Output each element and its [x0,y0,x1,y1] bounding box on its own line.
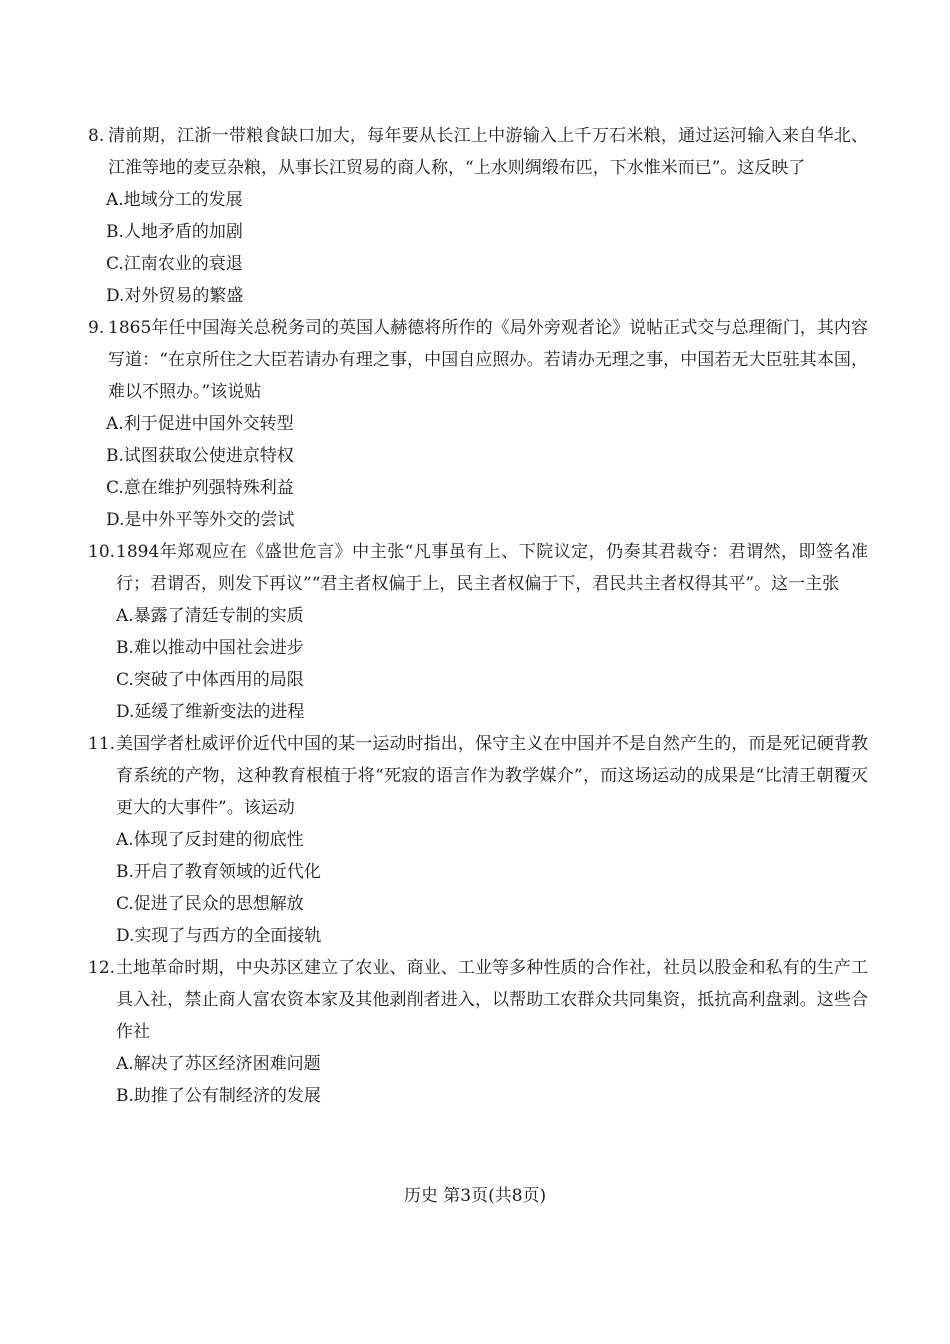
option-d: D.对外贸易的繁盛 [106,286,244,306]
question-text: 美国学者杜威评价近代中国的某一运动时指出，保守主义在中国并不是自然产生的，而是死记硬背教育系统的产物，这种教育根植于将“死寂的语言作为教学媒介”，而这场运动的成果是“比清王朝覆灭更大的大事件”。该运动 [116,734,868,818]
question-stem [88,536,868,600]
question-10 [88,536,868,728]
question-number: 12. [88,958,116,978]
option-b: B.试图获取公使进京特权 [106,446,294,466]
question-text: 土地革命时期，中央苏区建立了农业、商业、工业等多种性质的合作社，社员以股金和私有的生产工具入社，禁止商人富农资本家及其他剥削者进入，以帮助工农群众共同集资，抵抗高利盘剥。这些合作社 [116,958,868,1042]
page-footer: 历史 第3页(共8页) [403,1186,547,1206]
question-number: 10. [88,542,116,562]
question-number: 11. [88,734,116,754]
option-a: A.利于促进中国外交转型 [106,414,294,434]
question-text: 清前期，江浙一带粮食缺口加大，每年要从长江上中游输入上千万石米粮，通过运河输入来自华北、江淮等地的麦豆杂粮，从事长江贸易的商人称，“上水则绸缎布匹，下水惟米而已”。这反映了 [108,126,868,178]
question-9 [88,312,868,536]
question-stem [88,952,868,1048]
option-b: B.助推了公有制经济的发展 [116,1086,321,1106]
option-a: A.解决了苏区经济困难问题 [116,1054,321,1074]
question-number: 8. [88,126,105,146]
option-b: B.开启了教育领域的近代化 [116,862,321,882]
question-number: 9. [88,318,105,338]
option-c: C.意在维护列强特殊利益 [106,478,294,498]
option-c: C.促进了民众的思想解放 [116,894,304,914]
question-12 [88,952,868,1112]
option-b: B.人地矛盾的加剧 [106,222,243,242]
question-8 [88,120,868,312]
option-d: D.延缓了维新变法的进程 [116,702,305,722]
option-a: A.地域分工的发展 [106,190,243,210]
option-b: B.难以推动中国社会进步 [116,638,304,658]
question-stem [88,312,868,408]
option-d: D.是中外平等外交的尝试 [106,510,295,530]
option-c: C.突破了中体西用的局限 [116,670,304,690]
question-stem [88,120,868,184]
question-stem [88,728,868,824]
option-d: D.实现了与西方的全面接轨 [116,926,322,946]
option-c: C.江南农业的衰退 [106,254,243,274]
option-a: A.体现了反封建的彻底性 [116,830,304,850]
question-text: 1894年郑观应在《盛世危言》中主张“凡事虽有上、下院议定，仍奏其君裁夺：君谓然，即签名准行；君谓否，则发下再议”“君主者权偏于上，民主者权偏于下，君民共主者权得其平”。这一主张 [116,542,868,594]
question-text: 1865年任中国海关总税务司的英国人赫德将所作的《局外旁观者论》说帖正式交与总理衙门，其内容写道：“在京所住之大臣若请办有理之事，中国自应照办。若请办无理之事，中国若无大臣驻其本国，难以不照办。”该说贴 [108,318,868,402]
question-list [88,120,868,1112]
question-11 [88,728,868,952]
option-a: A.暴露了清廷专制的实质 [116,606,304,626]
